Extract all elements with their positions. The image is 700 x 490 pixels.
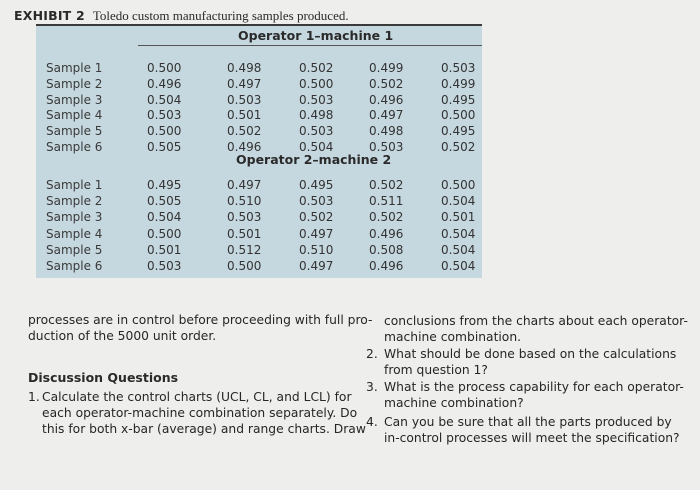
exhibit-label: EXHIBIT 2	[14, 8, 85, 23]
operator1-cell: 0.505	[147, 140, 182, 154]
operator1-cell: 0.500	[441, 108, 476, 122]
operator1-cell: 0.500	[299, 77, 334, 91]
operator2-cell: 0.500	[227, 259, 262, 273]
operator2-row-label: Sample 2	[46, 194, 103, 208]
operator1-cell: 0.496	[147, 77, 182, 91]
operator2-cell: 0.500	[441, 178, 476, 192]
q2-line-2: from question 1?	[384, 363, 488, 377]
operator2-cell: 0.503	[147, 259, 182, 273]
operator2-row-label: Sample 5	[46, 243, 103, 257]
operator2-cell: 0.496	[369, 227, 404, 241]
operator2-cell: 0.501	[441, 210, 476, 224]
operator1-cell: 0.497	[227, 77, 262, 91]
operator1-header: Operator 1–machine 1	[238, 28, 394, 43]
q1-line-1: Calculate the control charts (UCL, CL, and LCL) for	[42, 390, 352, 404]
operator1-row-label: Sample 2	[46, 77, 103, 91]
discussion-heading: Discussion Questions	[28, 370, 179, 385]
operator1-cell: 0.504	[299, 140, 334, 154]
q4-line-2: in-control processes will meet the specification?	[384, 431, 680, 445]
operator1-header-rule	[138, 45, 482, 46]
operator1-cell: 0.503	[227, 93, 262, 107]
operator2-row-label: Sample 1	[46, 178, 103, 192]
operator2-cell: 0.508	[369, 243, 404, 257]
operator2-cell: 0.510	[227, 194, 262, 208]
operator1-cell: 0.502	[227, 124, 262, 138]
q3-line-2: machine combination?	[384, 396, 524, 410]
operator1-cell: 0.499	[369, 61, 404, 75]
intro-line-2: duction of the 5000 unit order.	[28, 329, 217, 343]
q1-cont-line-1: conclusions from the charts about each operator-	[384, 314, 688, 328]
operator1-cell: 0.502	[441, 140, 476, 154]
operator2-cell: 0.504	[441, 194, 476, 208]
operator1-cell: 0.502	[369, 77, 404, 91]
q4-number: 4.	[366, 415, 378, 429]
operator2-cell: 0.512	[227, 243, 262, 257]
operator2-cell: 0.504	[441, 243, 476, 257]
operator1-cell: 0.495	[441, 93, 476, 107]
operator2-cell: 0.501	[147, 243, 182, 257]
operator2-cell: 0.503	[299, 194, 334, 208]
operator2-cell: 0.495	[299, 178, 334, 192]
operator1-cell: 0.500	[147, 124, 182, 138]
operator1-cell: 0.503	[441, 61, 476, 75]
operator2-cell: 0.500	[147, 227, 182, 241]
operator1-cell: 0.498	[227, 61, 262, 75]
q4-line-1: Can you be sure that all the parts produced by	[384, 415, 672, 429]
q1-number: 1.	[28, 390, 40, 404]
operator1-row-label: Sample 1	[46, 61, 103, 75]
operator1-row-label: Sample 5	[46, 124, 103, 138]
operator2-cell: 0.495	[147, 178, 182, 192]
operator1-cell: 0.503	[299, 93, 334, 107]
operator2-cell: 0.510	[299, 243, 334, 257]
operator2-cell: 0.504	[441, 227, 476, 241]
operator2-cell: 0.502	[369, 178, 404, 192]
operator2-cell: 0.497	[299, 259, 334, 273]
operator1-cell: 0.499	[441, 77, 476, 91]
q3-line-1: What is the process capability for each operator-	[384, 380, 684, 394]
operator2-cell: 0.497	[227, 178, 262, 192]
operator2-row-label: Sample 6	[46, 259, 103, 273]
q1-line-2: each operator-machine combination separately. Do	[42, 406, 358, 420]
q1-line-3: this for both x-bar (average) and range charts. Draw	[42, 422, 366, 436]
operator1-cell: 0.496	[227, 140, 262, 154]
exhibit-title	[14, 8, 349, 24]
operator2-cell: 0.502	[299, 210, 334, 224]
operator1-cell: 0.501	[227, 108, 262, 122]
operator1-cell: 0.503	[147, 108, 182, 122]
operator2-cell: 0.511	[369, 194, 404, 208]
exhibit-caption: Toledo custom manufacturing samples produced.	[92, 8, 349, 23]
operator1-cell: 0.500	[147, 61, 182, 75]
operator1-cell: 0.498	[369, 124, 404, 138]
operator2-cell: 0.505	[147, 194, 182, 208]
operator2-cell: 0.501	[227, 227, 262, 241]
operator2-row-label: Sample 4	[46, 227, 103, 241]
operator2-row-label: Sample 3	[46, 210, 103, 224]
intro-line-1: processes are in control before proceeding with full pro-	[28, 313, 373, 327]
operator1-row-label: Sample 3	[46, 93, 103, 107]
q2-number: 2.	[366, 347, 378, 361]
operator1-cell: 0.504	[147, 93, 182, 107]
operator1-cell: 0.502	[299, 61, 334, 75]
operator1-cell: 0.503	[299, 124, 334, 138]
operator2-cell: 0.496	[369, 259, 404, 273]
operator1-cell: 0.497	[369, 108, 404, 122]
q2-line-1: What should be done based on the calculations	[384, 347, 677, 361]
operator1-row-label: Sample 6	[46, 140, 103, 154]
operator2-cell: 0.504	[441, 259, 476, 273]
q3-number: 3.	[366, 380, 378, 394]
operator1-row-label: Sample 4	[46, 108, 103, 122]
operator1-cell: 0.498	[299, 108, 334, 122]
operator2-cell: 0.503	[227, 210, 262, 224]
q1-cont-line-2: machine combination.	[384, 330, 522, 344]
operator2-header: Operator 2–machine 2	[236, 152, 392, 167]
operator1-cell: 0.495	[441, 124, 476, 138]
operator1-cell: 0.496	[369, 93, 404, 107]
operator2-cell: 0.502	[369, 210, 404, 224]
operator2-cell: 0.504	[147, 210, 182, 224]
operator1-cell: 0.503	[369, 140, 404, 154]
operator2-cell: 0.497	[299, 227, 334, 241]
